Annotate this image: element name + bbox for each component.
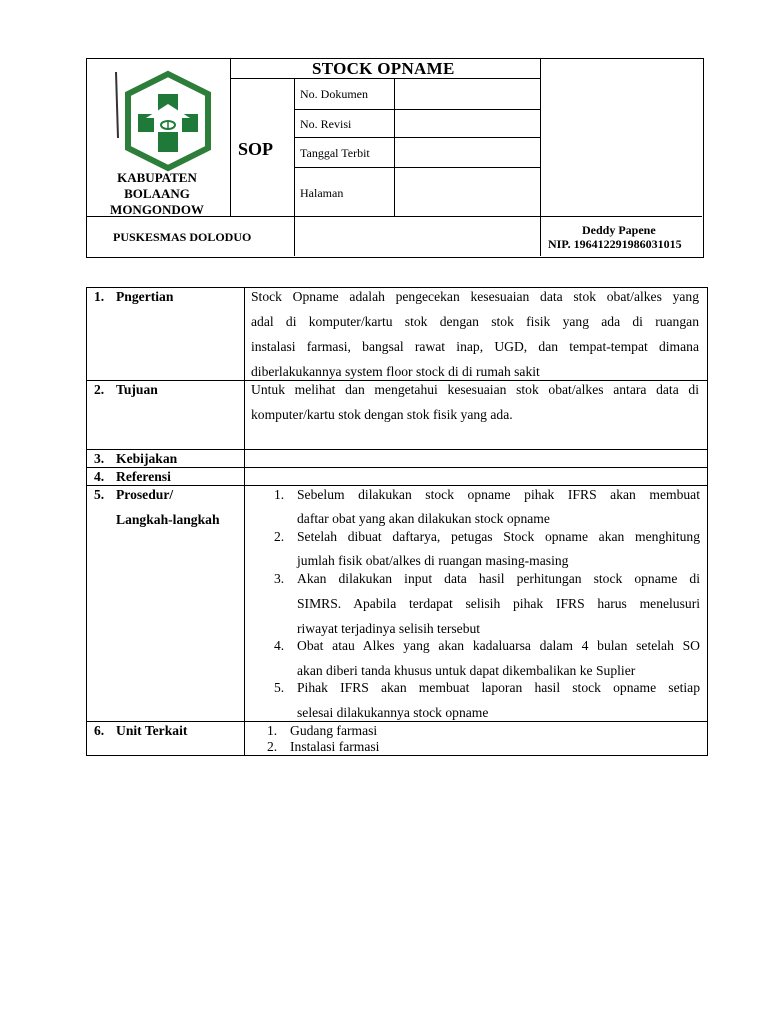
regency-line: KABUPATEN bbox=[117, 170, 197, 185]
divider bbox=[540, 58, 541, 256]
divider bbox=[244, 287, 245, 755]
text-line: instalasi farmasi, bangsal rawat inap, UGD, dan tempat-tempat dimana bbox=[251, 339, 699, 354]
list-number: 5. bbox=[274, 680, 285, 695]
list-item-line: Pihak IFRS akan membuat laporan hasil stock opname setiap bbox=[297, 680, 700, 695]
list-item-line: SIMRS. Apabila terdapat selisih pihak IFRS harus menelusuri bbox=[297, 596, 700, 611]
divider bbox=[86, 721, 707, 722]
divider bbox=[86, 449, 707, 450]
row-label-pengertian: Pngertian bbox=[116, 289, 174, 304]
row-label-langkah: Langkah-langkah bbox=[116, 512, 220, 527]
text-line: komputer/kartu stok dengan stok fisik yang ada. bbox=[251, 407, 513, 422]
document-title: STOCK OPNAME bbox=[312, 59, 455, 78]
sop-label: SOP bbox=[238, 139, 274, 159]
list-item-text: Gudang farmasi bbox=[290, 723, 378, 738]
field-tanggal-terbit: Tanggal Terbit bbox=[300, 146, 370, 160]
divider bbox=[294, 137, 540, 138]
text-line: Stock Opname adalah pengecekan kesesuaian data stok obat/alkes yang bbox=[251, 289, 699, 304]
list-item-line: akan diberi tanda khusus untuk dapat dikembalikan ke Suplier bbox=[297, 663, 636, 678]
list-item-line: daftar obat yang akan dilakukan stock opname bbox=[297, 511, 550, 526]
divider bbox=[294, 109, 540, 110]
regency-line: MONGONDOW bbox=[110, 202, 204, 217]
list-number: 4. bbox=[274, 638, 285, 653]
row-label-prosedur: Prosedur/ bbox=[116, 487, 174, 502]
list-number: 1. bbox=[267, 723, 278, 738]
list-item-text: Instalasi farmasi bbox=[290, 739, 380, 754]
list-number: 1. bbox=[274, 487, 285, 502]
row-number: 1. bbox=[94, 289, 105, 304]
text-line: Untuk melihat dan mengetahui kesesuaian stok obat/alkes antara data di bbox=[251, 382, 699, 397]
divider bbox=[230, 58, 231, 216]
list-item-line: selesai dilakukannya stock opname bbox=[297, 705, 489, 720]
row-label-unit-terkait: Unit Terkait bbox=[116, 723, 188, 738]
prosedur-list bbox=[250, 487, 700, 719]
row-label-tujuan: Tujuan bbox=[116, 382, 158, 397]
list-item-line: Sebelum dilakukan stock opname pihak IFRS akan membuat bbox=[297, 487, 700, 502]
row-number: 5. bbox=[94, 487, 105, 502]
text-line: adal di komputer/kartu stok dengan stok fisik yang ada di ruangan bbox=[251, 314, 699, 329]
puskesmas-name: PUSKESMAS DOLODUO bbox=[113, 230, 252, 244]
regency-name bbox=[87, 170, 227, 218]
list-number: 2. bbox=[267, 739, 278, 754]
text-line: diberlakukannya system floor stock di di rumah sakit bbox=[251, 364, 540, 379]
regency-line: BOLAANG bbox=[124, 186, 190, 201]
divider bbox=[86, 467, 707, 468]
list-number: 2. bbox=[274, 529, 285, 544]
list-item-line: jumlah fisik obat/alkes di ruangan masing-masing bbox=[297, 553, 569, 568]
divider bbox=[394, 78, 395, 216]
list-number: 3. bbox=[274, 571, 285, 586]
divider bbox=[86, 380, 707, 381]
signer-name: Deddy Papene bbox=[582, 223, 656, 237]
divider bbox=[86, 485, 707, 486]
field-no-dokumen: No. Dokumen bbox=[300, 87, 368, 101]
row-label-kebijakan: Kebijakan bbox=[116, 451, 178, 466]
row-label-referensi: Referensi bbox=[116, 469, 171, 484]
field-halaman: Halaman bbox=[300, 186, 344, 200]
row-number: 6. bbox=[94, 723, 105, 738]
list-item-line: Setelah dibuat daftarya, petugas Stock opname akan menghitung bbox=[297, 529, 700, 544]
signer-nip: NIP. 196412291986031015 bbox=[548, 237, 682, 251]
field-no-revisi: No. Revisi bbox=[300, 117, 352, 131]
row-number: 4. bbox=[94, 469, 105, 484]
row-number: 2. bbox=[94, 382, 105, 397]
list-item-line: riwayat terjadinya selisih tersebut bbox=[297, 621, 481, 636]
list-item-line: Obat atau Alkes yang akan kadaluarsa dalam 4 bulan setelah SO bbox=[297, 638, 700, 653]
divider bbox=[294, 167, 540, 168]
logo bbox=[108, 70, 226, 174]
list-item-line: Akan dilakukan input data hasil perhitungan stock opname di bbox=[297, 571, 700, 586]
row-number: 3. bbox=[94, 451, 105, 466]
